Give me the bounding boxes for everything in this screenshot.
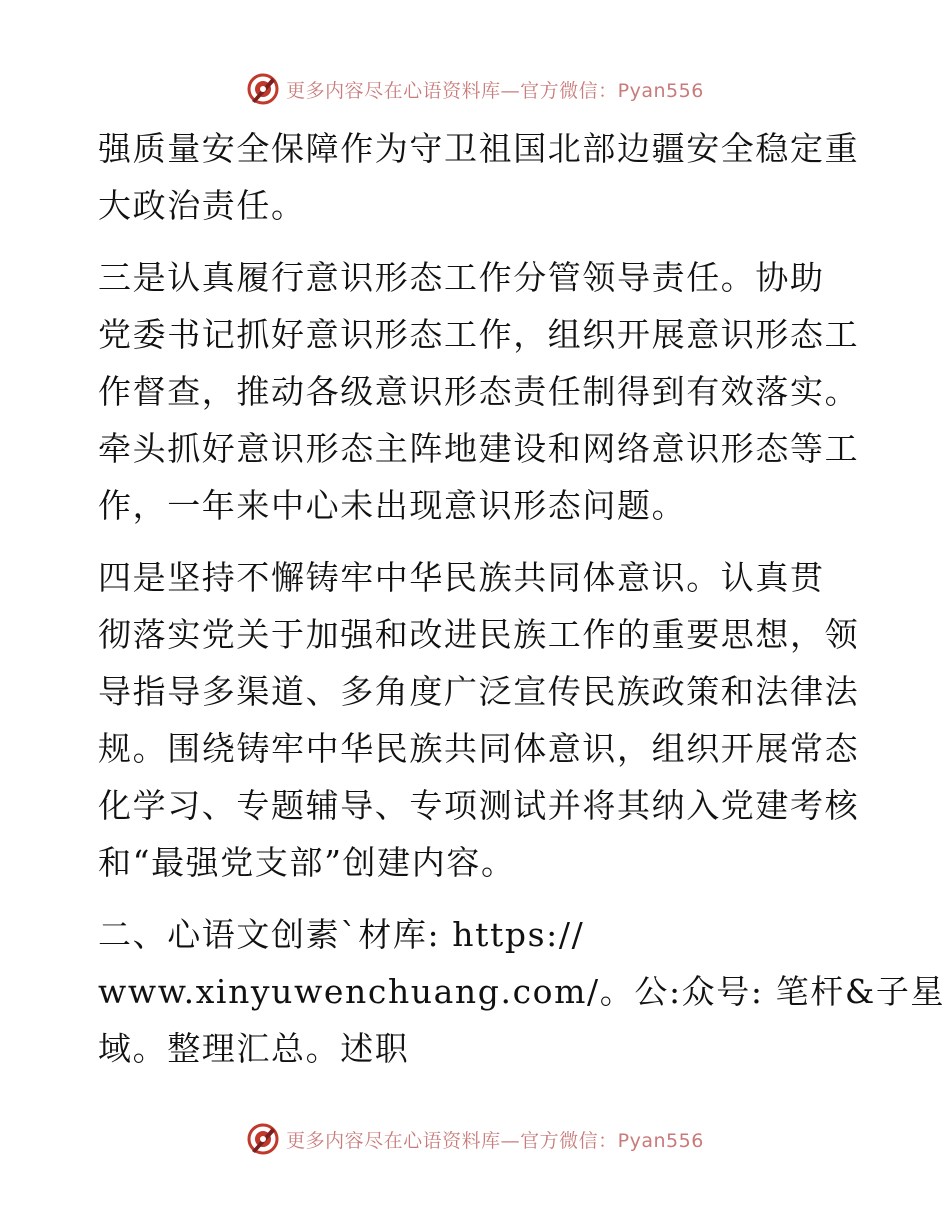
header-banner-label: 更多内容尽在心语资料库—官方微信： <box>286 79 618 102</box>
text-line: 导指导多渠道、多角度广泛宣传民族政策和法律法 <box>98 672 860 711</box>
text-line: 二、心语文创素`材库: https:// <box>98 915 585 954</box>
footer-banner-label: 更多内容尽在心语资料库—官方微信： <box>286 1129 618 1152</box>
header-banner <box>0 72 950 106</box>
text-line: 大政治责任。 <box>98 186 306 225</box>
text-line: 强质量安全保障作为守卫祖国北部边疆安全稳定重 <box>98 129 860 168</box>
document-body <box>98 120 946 1077</box>
paragraph-2 <box>98 249 858 534</box>
text-line: 作，一年来中心未出现意识形态问题。 <box>98 486 687 525</box>
text-line: 和“最强党支部”创建内容。 <box>98 843 516 882</box>
pen-seal-icon <box>246 72 280 106</box>
footer-banner-text <box>286 1126 704 1153</box>
text-line: 党委书记抓好意识形态工作，组织开展意识形态工 <box>98 315 860 354</box>
text-line: 化学习、专题辅导、专项测试并将其纳入党建考核 <box>98 786 860 825</box>
paragraph-4 <box>98 906 946 1077</box>
text-line: 域。整理汇总。述职 <box>98 1029 410 1068</box>
header-wechat-id: Pyan556 <box>617 79 704 102</box>
paragraph-1 <box>98 120 858 234</box>
paragraph-3 <box>98 549 858 891</box>
footer-banner <box>0 1122 950 1156</box>
text-line: 四是坚持不懈铸牢中华民族共同体意识。认真贯 <box>98 558 825 597</box>
text-line: 彻落实党关于加强和改进民族工作的重要思想，领 <box>98 615 860 654</box>
text-line: www.xinyuwenchuang.com/。公:众号: 笔杆&子星 <box>98 972 946 1011</box>
pen-seal-icon <box>246 1122 280 1156</box>
header-banner-text <box>286 76 704 103</box>
text-line: 三是认真履行意识形态工作分管领导责任。协助 <box>98 258 825 297</box>
footer-wechat-id: Pyan556 <box>617 1129 704 1152</box>
text-line: 作督查，推动各级意识形态责任制得到有效落实。 <box>98 372 860 411</box>
text-line: 规。围绕铸牢中华民族共同体意识，组织开展常态 <box>98 729 860 768</box>
text-line: 牵头抓好意识形态主阵地建设和网络意识形态等工 <box>98 429 860 468</box>
